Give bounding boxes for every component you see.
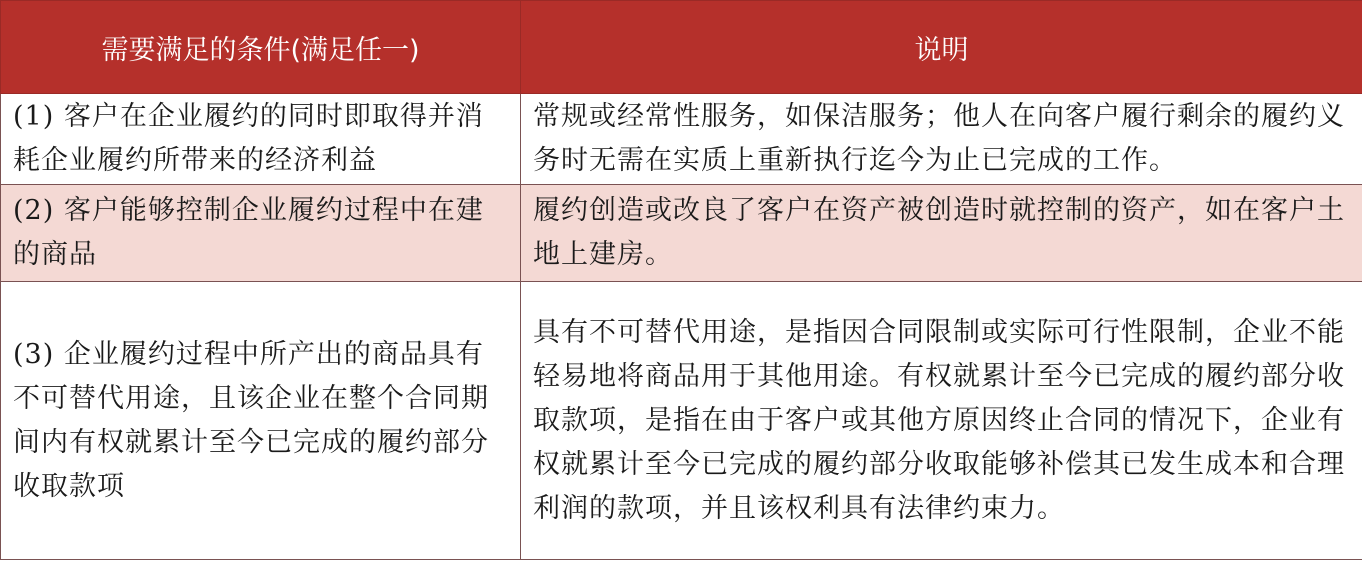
condition-cell: (2) 客户能够控制企业履约过程中在建的商品 bbox=[1, 185, 521, 282]
header-explanation: 说明 bbox=[521, 1, 1362, 94]
condition-cell: (1) 客户在企业履约的同时即取得并消耗企业履约所带来的经济利益 bbox=[1, 94, 521, 185]
explanation-cell: 常规或经常性服务，如保洁服务；他人在向客户履行剩余的履约义务时无需在实质上重新执行迄今为止已完成的工作。 bbox=[521, 94, 1362, 185]
condition-cell: (3) 企业履约过程中所产出的商品具有不可替代用途，且该企业在整个合同期间内有权就累计至今已完成的履约部分收取款项 bbox=[1, 282, 521, 560]
table-row bbox=[1, 94, 1362, 185]
table-row bbox=[1, 185, 1362, 282]
explanation-cell: 履约创造或改良了客户在资产被创造时就控制的资产，如在客户土地上建房。 bbox=[521, 185, 1362, 282]
table-header-row bbox=[1, 1, 1362, 94]
table-row bbox=[1, 282, 1362, 560]
explanation-cell: 具有不可替代用途，是指因合同限制或实际可行性限制，企业不能轻易地将商品用于其他用途。有权就累计至今已完成的履约部分收取款项，是指在由于客户或其他方原因终止合同的情况下，企业有权就累计至今已完成的履约部分收取能够补偿其已发生成本和合理利润的款项，并且该权利具有法律约束力。 bbox=[521, 282, 1362, 560]
header-condition: 需要满足的条件(满足任一) bbox=[1, 1, 521, 94]
